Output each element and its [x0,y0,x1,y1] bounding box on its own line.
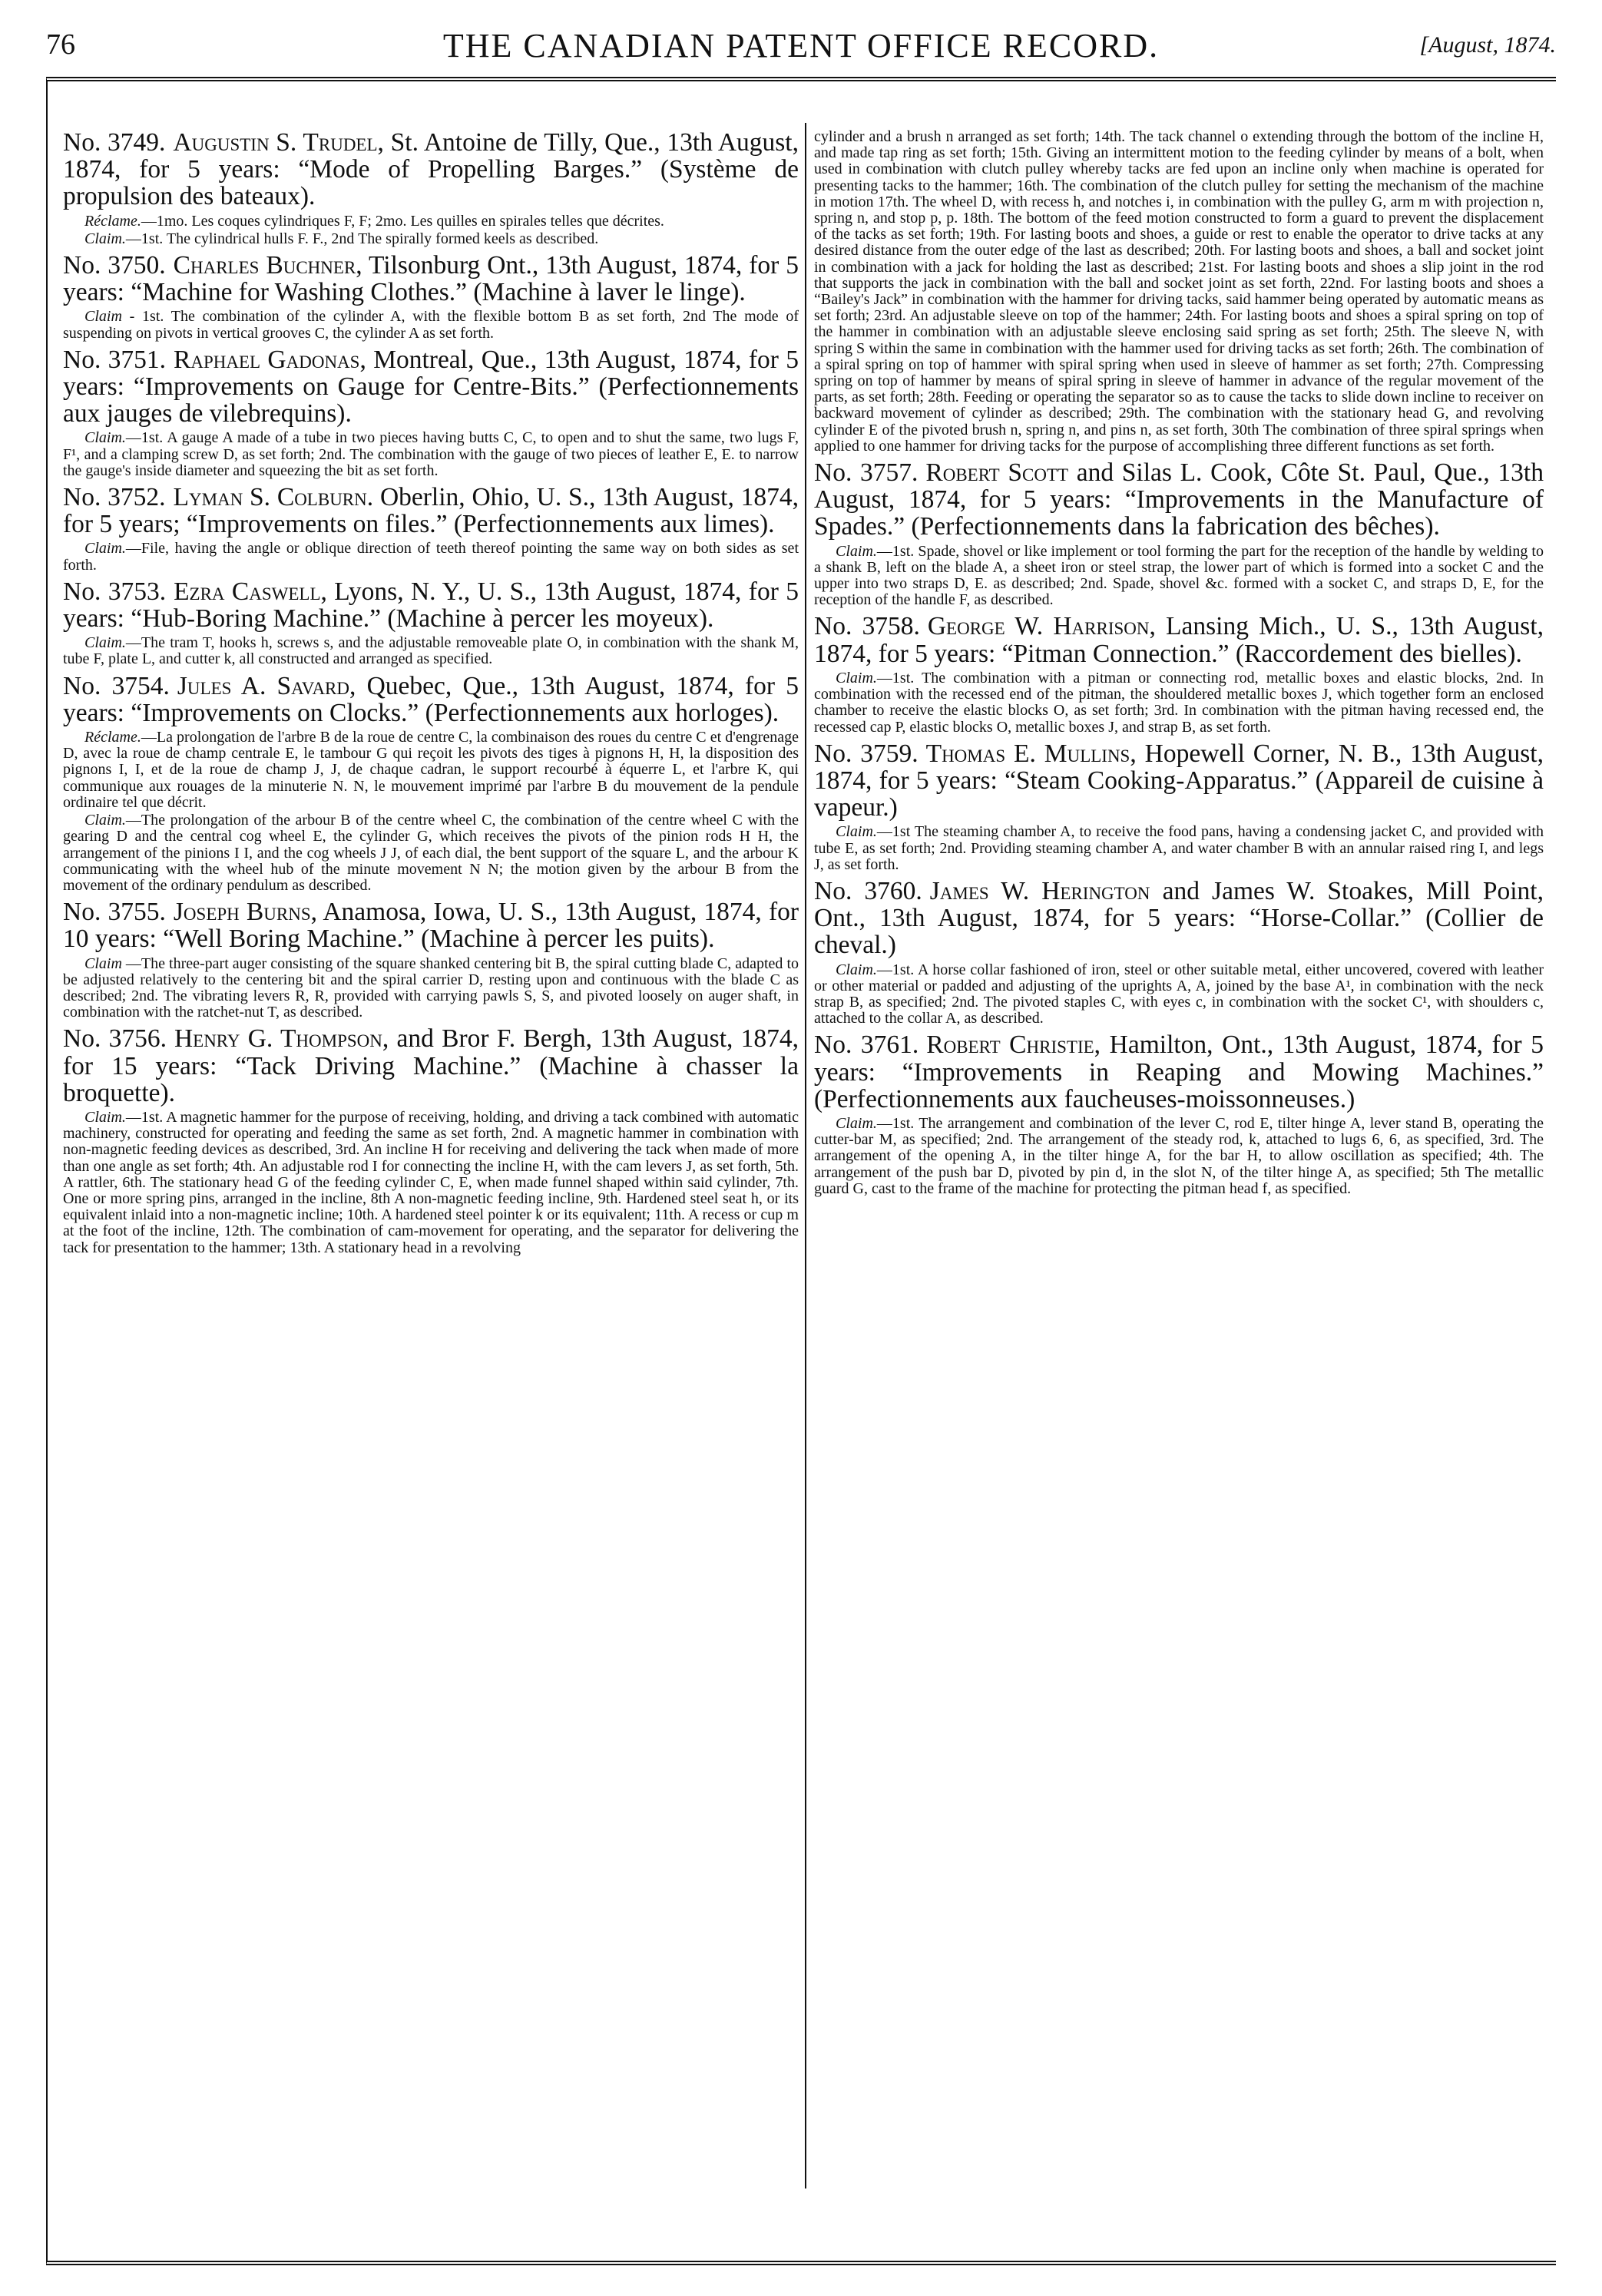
claim-text: —The three-part auger consisting of the square shanked centering bit B, the spiral cutting blade C, adapted to be adjusted relatively to the centering bit and the spiral carrier D, resting upon and continuous with the blade C as described; 2nd. The vibrating levers R, R, provided with carrying pawls S, S, and pivoted loosely on auger shaft, in combination with the ratchet-nut T, as described. [63,954,799,1021]
claim-text: —1st. A horse collar fashioned of iron, steel or other suitable metal, either uncovered, covered with leather or other material or padded and adjusting of the uprights A, A, joined by the base A¹, in combination with the neck strap B, as specified; 2nd. The pivoted staples C, with eyes c, in combination with the socket C¹, with shoulders c, attached to the collar A, as described. [814,961,1544,1027]
page-number: 76 [46,28,75,61]
patent-entry [63,129,799,247]
patent-title: Montreal, Que., 13th August, 1874, for 5 years: “Improvements on Gauge for Centre-Bits.” (Perfectionnements aux jauges de vilebrequins). [63,345,799,428]
patentee-name: Lyman S. Colburn. [173,483,374,512]
patent-title: St. Antoine de Tilly, Que., 13th August, 1874, for 5 years: “Mode of Propelling Barges.” (Système de propulsion des bateaux). [63,128,799,211]
patent-number: No. 3750. [63,251,166,280]
patent-claim [814,129,1544,455]
claim-text: —File, having the angle or oblique direction of teeth thereof pointing the same way on both sides as set forth. [63,540,799,574]
patent-entry [814,129,1544,455]
patentee-name: Raphael Gadonas, [174,345,366,374]
patent-claim [814,1116,1544,1197]
patent-title: and James W. Stoakes, Mill Point, Ont., 13th August, 1874, for 5 years: “Horse-Collar.” (Collier de cheval.) [814,876,1544,960]
patent-claim [63,430,799,479]
claim-text: —1st. Spade, shovel or like implement or tool forming the part for the reception of the handle by welding to a shank B, left on the blade A, a sheet iron or steel strap, the lower part of which is formed into a socket C and the upper into two straps D, E. as described; 2nd. Spade, shovel &c. formed with a socket C, and straps D, E, for the reception of the handle F, as described. [814,542,1544,609]
patent-number: No. 3752. [63,483,166,512]
patent-entry [63,252,799,342]
patent-heading [814,613,1544,667]
patent-number: No. 3754. [63,671,170,700]
patentee-name: Jules A. Savard, [177,671,356,700]
claim-text: —1st. A magnetic hammer for the purpose of receiving, holding, and driving a tack combined with automatic machinery, constructed for operating and feeding the same as set forth, 2nd. A magnetic hammer in combination with non-magnetic feeding devices as described, 3rd. An incline H for receiving and delivering the tack when made of more than one angle as set forth; 4th. An adjustable rod I for connecting the incline H, with the cam levers J, as set forth, 5th. A rattler, 6th. The stationary head G of the feeding cylinder C, E, when made funnel shaped within said cylinder, 7th. One or more spring pins, arranged in the incline, 8th A non-magnetic feeding incline, 9th. Hardened steel seat h, or its equivalent inlaid into a non-magnetic incline; 10th. A hardened steel pointer k or its equivalent; 11th. A recess or cup m at the foot of the incline, 12th. The combination of cam-movement for operating, and the separator for delivering the tack for presentation to the hammer; 13th. A stationary head in a revolving [63,1108,799,1256]
patent-number: No. 3756. [63,1024,167,1054]
claim-label: Claim. [836,1114,877,1132]
patent-heading [63,129,799,210]
claim-label: Claim. [836,823,877,841]
patent-heading [63,252,799,306]
claim-label: Réclame. [84,729,141,746]
claim-label: Claim [84,308,122,326]
patentee-name: Joseph Burns, [173,898,318,927]
patent-entry [63,898,799,1021]
patent-claim [814,824,1544,873]
patent-heading [814,1031,1544,1113]
patent-heading [63,1025,799,1107]
patent-number: No. 3753. [63,577,167,606]
page-header [46,22,1556,75]
claim-text: —La prolongation de l'arbre B de la roue de centre C, la combinaison des roues du centre C et d'engrenage D, avec la roue de champ centrale E, le tambour G qui reçoit les pivots des tiges à pignons H, H, la disposition des pignons I, I, et de la roue de champ J, J, de chaque cadran, le support recourbé à équerre L, et l'arbre K, qui communique aux rouages de la minuterie N. N, le mouvement imprimé par l'arbre B du mouvement de la pendule ordinaire tel que décrit. [63,729,799,811]
patent-entry [814,613,1544,735]
patent-heading [814,740,1544,822]
claim-label: Claim. [84,230,126,247]
claim-label: Claim. [84,429,126,447]
claim-text: —1mo. Les coques cylindriques F, F; 2mo. Les quilles en spirales telles que décrites. [141,212,664,230]
page-date: [August, 1874. [1419,32,1556,58]
patentee-name: Augustin S. Trudel, [173,128,384,157]
patent-number: No. 3760. [814,876,922,905]
patent-claim [814,962,1544,1027]
patent-entry [63,346,799,479]
patent-claim [63,812,799,894]
patentee-name: George W. Harrison, [927,612,1156,641]
patent-entry [63,1025,799,1256]
patent-heading [63,484,799,538]
claim-label: Claim. [84,1108,126,1126]
claim-label: Claim. [836,669,877,686]
patent-number: No. 3751. [63,345,167,374]
claim-label: Claim [84,954,122,972]
patent-title: Oberlin, Ohio, U. S., 13th August, 1874, for 5 years; “Improvements on files.” (Perfectionnements aux limes). [63,483,799,539]
patentee-name: Henry G. Thompson, [174,1024,389,1054]
patent-claim [63,729,799,811]
patent-title: and Bror F. Bergh, 13th August, 1874, for 15 years: “Tack Driving Machine.” (Machine à chasser la broquette). [63,1024,799,1107]
journal-title: THE CANADIAN PATENT OFFICE RECORD. [442,27,1160,65]
claim-text: —1st. The cylindrical hulls F. F., 2nd The spirally formed keels as described. [125,230,599,247]
patent-heading [814,878,1544,959]
patent-entry [63,484,799,574]
patentee-name: Ezra Caswell, [174,577,327,606]
right-column [814,129,1544,1202]
patent-claim [814,544,1544,609]
claim-label: Claim. [84,634,126,652]
claim-text: —The prolongation of the arbour B of the centre wheel C, the combination of the centre wheel C with the gearing D and the central cog wheel E, the cylinder G, which receives the pivots of the pinion rods H H, the arrangement of the pinions I I, and the cog wheels J J, of each dial, the bent support of the square L, and the arbour K communicating with the wheel hub of the minute movement N N; the motion given by the arbour B from the movement of the ordinary pendulum as described. [63,812,799,894]
patent-entry [814,878,1544,1027]
patent-heading [814,459,1544,541]
patent-heading [63,898,799,952]
patent-title: Hopewell Corner, N. B., 13th August, 1874, for 5 years: “Steam Cooking-Apparatus.” (Appareil de cuisine à vapeur.) [814,739,1544,822]
patentee-name: Robert Christie, [926,1031,1101,1060]
claim-label: Réclame. [84,212,141,230]
claim-text: —1st. The arrangement and combination of the lever C, rod E, tilter hinge A, lever stand B, operating the cutter-bar M, as specified; 2nd. The arrangement of the steady rod, k, attached to lugs 6, 6, as specified, 3rd. The arrangement of the opening A, in the tilter hinge A, for the bar H, to allow oscillation as specified; 4th. The arrangement of the push bar D, pivoted by pin d, in the slot N, of the tilter hinge A, as specified; 5th The metallic guard G, cast to the frame of the machine for protecting the pitman head f, as specified. [814,1114,1544,1197]
patent-title: Lansing Mich., U. S., 13th August, 1874, for 5 years: “Pitman Connection.” (Raccordement des bielles). [814,612,1544,668]
patent-number: No. 3761. [814,1031,919,1060]
patent-claim [63,231,799,247]
patent-entry [814,1031,1544,1197]
patentee-name: Charles Buchner, [173,251,362,280]
patent-claim [63,1110,799,1256]
patent-number: No. 3759. [814,739,919,768]
claim-label: Claim. [84,812,126,829]
patent-claim [63,956,799,1021]
claim-text: —1st The steaming chamber A, to receive the food pans, having a condensing jacket C, and provided with tube E, as set forth; 2nd. Providing steaming chamber A, and water chamber B with an annular raised ring I, and legs J, as set forth. [814,823,1544,873]
claim-text: - 1st. The combination of the cylinder A, with the flexible bottom B as set forth, 2nd The mode of suspending on pivots in vertical grooves C, the cylinder A as set forth. [63,308,799,342]
patent-title: Anamosa, Iowa, U. S., 13th August, 1874, for 10 years: “Well Boring Machine.” (Machine à percer les puits). [63,898,799,954]
patent-title: Hamilton, Ont., 13th August, 1874, for 5 years: “Improvements in Reaping and Mowing Machines.” (Perfectionnements aux faucheuses-moissonneuses.) [814,1031,1544,1113]
patent-claim [63,309,799,341]
column-divider [805,123,806,2188]
claim-label: Claim. [836,542,877,560]
claim-text: —The tram T, hooks h, screws s, and the adjustable removeable plate O, in combination with the shank M, tube F, plate L, and cutter k, all constructed and arranged as specified. [63,634,799,668]
claim-label: Claim. [836,961,877,978]
patent-title: Lyons, N. Y., U. S., 13th August, 1874, for 5 years: “Hub-Boring Machine.” (Machine à percer les moyeux). [63,577,799,634]
left-column [63,129,799,1261]
patent-number: No. 3749. [63,128,166,157]
claim-text: —1st. A gauge A made of a tube in two pieces having butts C, C, to open and to shut the same, two lugs F, F¹, and a clamping screw D, as set forth; 2nd. The combination with the gauge of two pieces of leather E, E. to narrow the gauge's inside diameter and squeezing the bit as set forth. [63,429,799,479]
patent-title: Quebec, Que., 13th August, 1874, for 5 years: “Improvements on Clocks.” (Perfectionnements aux horloges). [63,671,799,727]
patent-entry [63,673,799,894]
claim-text: cylinder and a brush n arranged as set forth; 14th. The tack channel o extending through the bottom of the incline H, and made tap ring as set forth; 15th. Giving an intermittent motion to the feeding cylinder by means of a bolt, when used in combination with clutch pulley whereby tacks are fed upon an incline only when machine is operated for presenting tacks to the hammer; 16th. The combination of the clutch pulley for setting the mechanism of the machine in motion 17th. The wheel D, with recess h, and notches i, in combination with the pulley G, arm m with projection n, spring n, and stop p, p. 18th. The bottom of the feed motion constructed to form a guard to prevent the displacement of the tacks as set forth; 19th. For lasting boots and shoes, a guide or rest to enable the operator to drive tacks at any desired distance from the outer edge of the last as described; 20th. For lasting boots and shoes, a ball and socket joint in combination with a jack for holding the last as described; 21st. For lasting boots and shoes a slip joint in the rod that supports the jack in combination with the ball and socket joint as set forth, 22nd. For lasting boots and shoes a “Bailey's Jack” in combination with the hammer for driving tacks, said hammer being operated by automatic means as set forth; 23rd. An adjustable sleeve on top of the hammer; 24th. For lasting boots and shoes a spiral spring on top of the hammer in combination with an adjustable sleeve enclosing said spring as set forth; 25th. The sleeve N, with spring S within the same in combination with the hammer used for driving tacks as set forth; 26th. The combination of a spiral spring on top of hammer with spiral spring when used in sleeve of hammer as set forth; 27th. Compressing spring on top of hammer by means of spiral spring in sleeve of hammer in advance of the regular movement of the parts, as set forth; 28th. Feeding or operating the separator so as to cause the tacks to slide down incline to receiver on backward movement of cylinder as described; 29th. The combination with the stationary head G, and revolving cylinder E of the pivoted brush n, spring n, and pins n, as set forth, 30th The combination of three spiral springs when applied to one hammer for driving tacks for the purpose of accomplishing three different functions as set forth. [814,128,1544,455]
patent-number: No. 3758. [814,612,920,641]
patent-claim [63,541,799,573]
patent-number: No. 3757. [814,458,919,488]
patent-heading [63,578,799,632]
patent-claim [63,635,799,667]
claim-text: —1st. The combination with a pitman or connecting rod, metallic boxes and elastic blocks, 2nd. In combination with the recessed end of the pitman, the shouldered metallic boxes J, which together form an enclosed chamber to receive the elastic blocks O, as set forth; 3rd. In combination with the pitman having recessed end, the recessed cap P, elastic blocks O, metallic boxes J, and strap B, as set forth. [814,669,1544,736]
patent-title: and Silas L. Cook, Côte St. Paul, Que., 13th August, 1874, for 5 years: “Improvements in the Manufacture of Spades.” (Perfectionnements dans la fabrication des bêches). [814,458,1544,541]
patent-number: No. 3755. [63,898,166,927]
patent-claim [814,670,1544,736]
patent-entry [814,459,1544,608]
claim-label: Claim. [84,540,126,557]
patentee-name: James W. Herington [929,876,1150,905]
patent-title: Tilsonburg Ont., 13th August, 1874, for 5 years: “Machine for Washing Clothes.” (Machine à laver le linge). [63,251,799,307]
patent-entry [63,578,799,668]
patent-heading [63,346,799,428]
patentee-name: Robert Scott [925,458,1069,488]
patent-claim [63,213,799,230]
patent-entry [814,740,1544,873]
patent-heading [63,673,799,726]
patentee-name: Thomas E. Mullins, [925,739,1137,768]
